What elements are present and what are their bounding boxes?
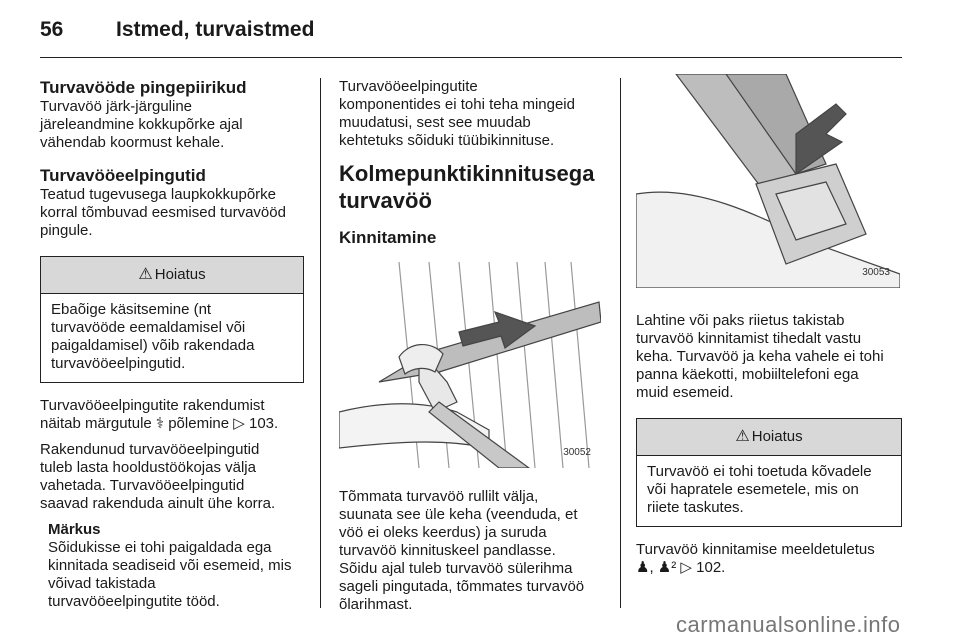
warning-title: Hoiatus: [751, 428, 803, 445]
heading-pretensioners: Turvavööeelpingutid: [40, 166, 206, 185]
column-3: [636, 78, 902, 577]
paragraph-triggered: [40, 397, 304, 433]
paragraph-replacement: Rakendunud turvavööeelpingutid tuleb lasta hooldustöökojas välja vahetada. Turvavööeelpingutid saavad rakenduda ainult ühe korra.: [40, 441, 276, 512]
warning-triangle-icon: ⚠: [735, 428, 750, 445]
paragraph-load-limiters: Turvavöö järk-järguline järeleandmine kokkupõrke ajal vähendab koormust kehale.: [40, 98, 243, 151]
figure-buckle: [636, 74, 900, 288]
column-2: [339, 78, 607, 614]
illustration-person-fastening-belt: [339, 262, 601, 468]
column-1: [40, 78, 304, 611]
seat-belt-reminder-rear-icon: ♟²: [657, 559, 677, 576]
warning-title: Hoiatus: [154, 266, 206, 283]
warning-header: [637, 419, 901, 456]
triggered-text-b: põlemine: [168, 415, 230, 432]
heading-load-limiters: Turvavööde pingepiirikud: [40, 78, 247, 97]
paragraph-reminder: Turvavöö kinnitamise meeldetuletus: [636, 541, 875, 558]
note-block: [40, 521, 304, 611]
note-title: Märkus: [48, 521, 101, 538]
page-header-title: Istmed, turvaistmed: [116, 18, 315, 41]
paragraph-modifications: Turvavööeelpingutite komponentides ei tohi teha mingeid muudatusi, sest see muudab kehtetuks sõiduki tüübikinnituse.: [339, 78, 575, 149]
reference-link-102[interactable]: 102.: [696, 559, 726, 576]
page-reference-arrow-icon: ▷: [680, 559, 692, 576]
reference-link-103[interactable]: 103.: [248, 415, 279, 432]
figure-number: 30053: [862, 267, 890, 278]
figure-fastening-belt: [339, 262, 601, 468]
figure-number: 30052: [563, 447, 591, 458]
warning-box-hard-objects: [636, 418, 902, 527]
column-divider-2: [620, 78, 621, 608]
heading-fastening: Kinnitamine: [339, 228, 437, 247]
note-text: Sõidukisse ei tohi paigaldada ega kinnitada seadiseid või esemeid, mis võivad takistada turvavööeelpingutite tööd.: [48, 539, 292, 610]
paragraph-reminder-icons: ♟, ♟² ▷ 102.: [636, 559, 726, 576]
warning-text: Ebaõige käsitsemine (nt turvavööde eemaldamisel või paigaldamisel) võib rakendada turvavööeelpingutid.: [51, 301, 255, 372]
seat-belt-reminder-icon: ♟: [636, 559, 650, 576]
watermark: carmanualsonline.info: [676, 612, 901, 637]
warning-header: [41, 257, 303, 294]
column-divider-1: [320, 78, 321, 608]
triggered-text-a: Turvavööeelpingutite rakendumist näitab märgutule: [40, 397, 265, 432]
warning-box-pretensioners: [40, 256, 304, 383]
header-divider: [40, 57, 902, 58]
airbag-warning-icon: ⚕: [155, 415, 165, 432]
warning-triangle-icon: ⚠: [138, 266, 153, 283]
heading-three-point-belt: Kolmepunktikinnitusega turvavöö: [339, 161, 595, 213]
illustration-belt-buckle: [636, 74, 900, 288]
warning-text: Turvavöö ei tohi toetuda kõvadele või hapratele esemetele, mis on riiete taskutes.: [647, 463, 872, 516]
page-number: 56: [40, 18, 64, 41]
page-reference-arrow-icon: ▷: [233, 415, 245, 432]
paragraph-pretensioners: Teatud tugevusega laupkokkupõrke korral tõmbuvad eesmised turvavööd pingule.: [40, 186, 286, 239]
paragraph-clothing: Lahtine või paks riietus takistab turvavöö kinnitamist tihedalt vastu keha. Turvavöö ja keha vahele ei tohi panna käekotti, mobiiltelefoni ega muid esemeid.: [636, 312, 884, 401]
paragraph-fastening-instructions: Tõmmata turvavöö rullilt välja, suunata see üle keha (veenduda, et vöö ei oleks keerdus) ja suruda turvavöö kinnituskeel pandlasse. Sõidu ajal tuleb turvavöö sülerihma sageli pingutada, tõmmates turvavöö õlarihmast.: [339, 488, 585, 613]
